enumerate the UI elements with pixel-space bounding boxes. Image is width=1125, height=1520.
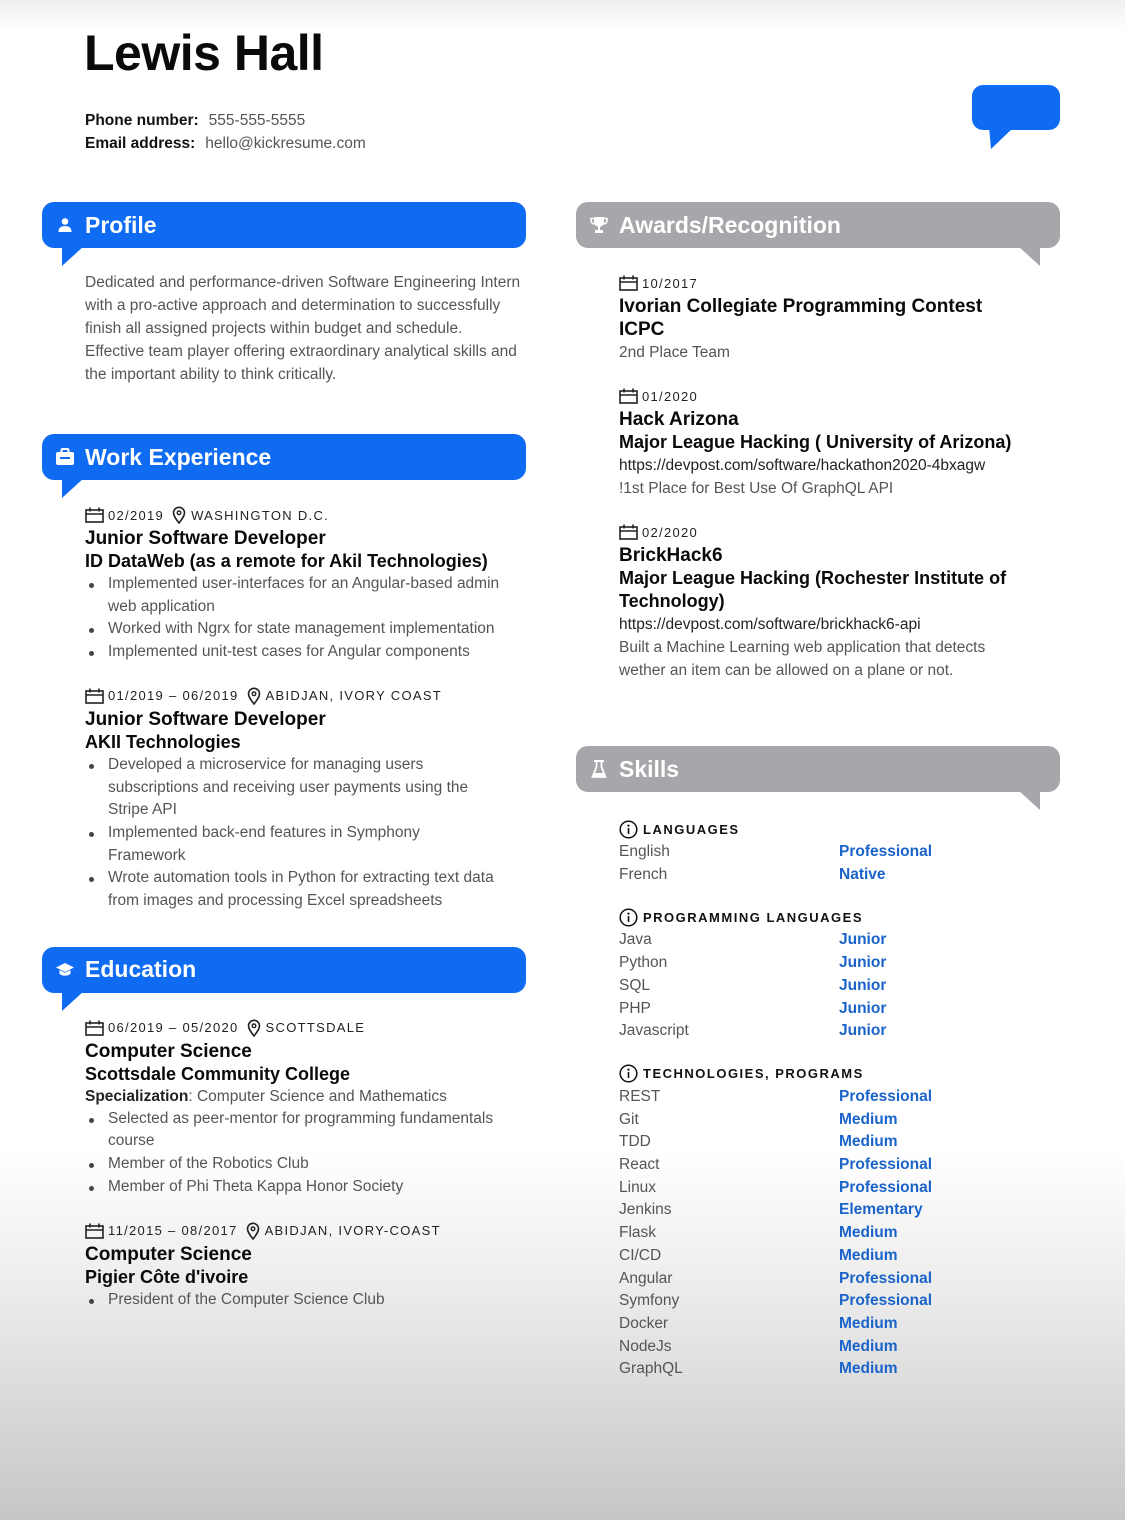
email-row xyxy=(85,132,366,155)
skill-name: Symfony xyxy=(619,1292,680,1310)
skill-row xyxy=(619,1177,1060,1200)
skill-name: CI/CD xyxy=(619,1246,662,1264)
skill-name: English xyxy=(619,843,670,860)
skill-name: TDD xyxy=(619,1133,651,1151)
job-meta xyxy=(85,505,526,525)
skill-row xyxy=(619,1358,1060,1381)
bullet-item: Implemented user-interfaces for an Angular-based admin web application xyxy=(85,573,526,618)
award-date: 02/2020 xyxy=(642,524,699,540)
phone-label: Phone number: xyxy=(85,112,199,129)
skill-row xyxy=(619,975,1060,998)
calendar-icon xyxy=(619,275,638,291)
skill-level: Junior xyxy=(839,976,887,994)
education-school: Pigier Côte d'ivoire xyxy=(85,1266,249,1287)
skill-level: Medium xyxy=(839,1224,898,1242)
award-description: Built a Machine Learning web application that detects wether an item can be allowed on a plane or not. xyxy=(619,639,986,679)
education-degree: Computer Science xyxy=(85,1243,252,1265)
skill-group-languages xyxy=(619,818,1060,886)
skill-name: REST xyxy=(619,1087,661,1105)
work-header xyxy=(42,434,526,480)
location-pin-icon xyxy=(172,506,186,524)
info-icon xyxy=(619,1064,638,1083)
bullet-item: Wrote automation tools in Python for extracting text data from images and processing Excel spreadsheets xyxy=(85,867,515,912)
skills-title: Skills xyxy=(619,755,680,782)
skill-name: GraphQL xyxy=(619,1360,683,1378)
award-date: 01/2020 xyxy=(642,388,699,404)
email-label: Email address: xyxy=(85,135,196,152)
skill-level: Medium xyxy=(839,1133,898,1151)
education-bullets xyxy=(85,1108,526,1199)
skill-level: Professional xyxy=(839,1292,933,1310)
job-role: Junior Software Developer xyxy=(85,708,326,730)
skills-header xyxy=(576,746,1060,792)
phone-value: 555-555-5555 xyxy=(208,112,306,129)
profile-header xyxy=(42,202,526,248)
award-description: 2nd Place Team xyxy=(619,344,730,361)
awards-header xyxy=(576,202,1060,248)
job-company: ID DataWeb (as a remote for Akil Technologies) xyxy=(85,551,488,571)
chat-bubble-icon[interactable] xyxy=(971,85,1061,149)
bubble-tail xyxy=(62,478,84,498)
skill-row xyxy=(619,1245,1060,1268)
job-role: Junior Software Developer xyxy=(85,528,326,549)
skill-row xyxy=(619,1020,1060,1043)
skill-category-label: PROGRAMMING LANGUAGES xyxy=(643,909,863,925)
award-organization: Major League Hacking ( University of Arizona) xyxy=(619,432,1012,452)
skill-category xyxy=(619,906,1060,928)
education-meta xyxy=(85,1221,526,1241)
bullet-item: Member of the Robotics Club xyxy=(85,1153,526,1176)
skill-level: Medium xyxy=(839,1314,898,1332)
job-location: ABIDJAN, IVORY COAST xyxy=(265,688,443,704)
skill-level: Medium xyxy=(839,1360,898,1378)
award-organization: Major League Hacking (Rochester Institute of Technology) xyxy=(619,568,1007,611)
skill-level: Medium xyxy=(839,1337,898,1355)
candidate-name: Lewis Hall xyxy=(84,25,324,81)
skill-level: Professional xyxy=(839,843,933,860)
skill-level: Medium xyxy=(839,1246,898,1264)
skill-level: Medium xyxy=(839,1110,898,1128)
email-value: hello@kickresume.com xyxy=(205,135,366,152)
education-degree: Computer Science xyxy=(85,1040,252,1062)
location-pin-icon xyxy=(246,1222,260,1240)
skill-level: Junior xyxy=(839,931,887,949)
calendar-icon xyxy=(85,1020,104,1036)
awards-section xyxy=(576,202,1060,682)
skill-name: Python xyxy=(619,954,668,972)
bubble-tail xyxy=(62,246,84,266)
bullet-item: Implemented back-end features in Symphony Framework xyxy=(85,822,475,867)
award-entry xyxy=(619,273,1060,364)
left-column xyxy=(42,202,526,1333)
bullet-item: Selected as peer-mentor for programming fundamentals course xyxy=(85,1108,526,1153)
education-bullets xyxy=(85,1289,526,1312)
info-icon xyxy=(619,820,638,839)
calendar-icon xyxy=(619,388,638,404)
job-date: 02/2019 xyxy=(108,507,165,523)
skill-name: SQL xyxy=(619,976,651,994)
skill-row xyxy=(619,1336,1060,1359)
education-header xyxy=(42,947,526,993)
specialization-label: Specialization xyxy=(85,1087,189,1105)
award-meta xyxy=(619,273,1060,293)
right-column xyxy=(576,202,1060,1378)
profile-section xyxy=(42,202,526,386)
skill-row xyxy=(619,864,1060,887)
skill-row xyxy=(619,929,1060,952)
skill-name: Angular xyxy=(619,1269,673,1287)
person-icon xyxy=(54,214,76,236)
skill-name: Java xyxy=(619,931,652,949)
skill-row xyxy=(619,1268,1060,1291)
skill-row xyxy=(619,1154,1060,1177)
skill-level: Professional xyxy=(839,1269,933,1287)
job-bullets xyxy=(85,754,526,913)
bubble-tail xyxy=(1018,790,1040,810)
award-link[interactable]: https://devpost.com/software/brickhack6-api xyxy=(619,616,921,633)
trophy-icon xyxy=(588,214,610,236)
skill-level: Junior xyxy=(839,1022,887,1040)
bubble-tail xyxy=(62,991,84,1011)
work-section xyxy=(42,434,526,913)
skill-group-technologies xyxy=(619,1063,1060,1381)
skill-name: PHP xyxy=(619,999,651,1017)
award-title: Ivorian Collegiate Programming Contest ICPC xyxy=(619,296,983,340)
calendar-icon xyxy=(85,1223,104,1239)
award-entry xyxy=(619,522,1060,682)
skill-row xyxy=(619,952,1060,975)
skill-name: Jenkins xyxy=(619,1201,672,1219)
skill-row xyxy=(619,1290,1060,1313)
skill-name: React xyxy=(619,1156,660,1174)
profile-summary: Dedicated and performance-driven Software Engineering Intern with a pro-active approach and determination to successfully finish all assigned projects within budget and schedule. Effective team player offering extraordinary analytical skills and the important ability to think critically. xyxy=(85,274,521,383)
skill-level: Junior xyxy=(839,954,887,972)
skill-level: Elementary xyxy=(839,1201,923,1219)
work-title: Work Experience xyxy=(85,443,272,470)
education-meta xyxy=(85,1018,526,1038)
bullet-item: Developed a microservice for managing users subscriptions and receiving user payments using the Stripe API xyxy=(85,754,475,822)
phone-row xyxy=(85,109,366,132)
education-location: ABIDJAN, IVORY-COAST xyxy=(264,1223,441,1239)
calendar-icon xyxy=(85,507,104,523)
bullet-item: President of the Computer Science Club xyxy=(85,1289,526,1312)
skill-category-label: TECHNOLOGIES, PROGRAMS xyxy=(643,1066,864,1082)
skill-group-programming-languages xyxy=(619,906,1060,1043)
bullet-item: Member of Phi Theta Kappa Honor Society xyxy=(85,1176,526,1199)
bubble-tail xyxy=(1018,246,1040,266)
calendar-icon xyxy=(619,524,638,540)
briefcase-icon xyxy=(54,446,76,468)
education-location: SCOTTSDALE xyxy=(265,1020,366,1036)
award-entry xyxy=(619,386,1060,500)
graduation-cap-icon xyxy=(54,959,76,981)
skill-name: Flask xyxy=(619,1224,657,1242)
skill-level: Professional xyxy=(839,1156,933,1174)
contact-info xyxy=(85,109,366,155)
award-meta xyxy=(619,386,1060,406)
info-icon xyxy=(619,908,638,927)
specialization-value: : Computer Science and Mathematics xyxy=(188,1087,447,1105)
skills-section xyxy=(576,746,1060,1401)
awards-title: Awards/Recognition xyxy=(619,211,841,238)
award-description: !1st Place for Best Use Of GraphQL API xyxy=(619,480,894,497)
job-entry xyxy=(85,686,526,913)
skill-name: Docker xyxy=(619,1314,669,1332)
education-specialization xyxy=(85,1086,526,1108)
skill-row xyxy=(619,998,1060,1021)
skill-level: Professional xyxy=(839,1087,933,1105)
education-date: 11/2015 – 08/2017 xyxy=(108,1223,238,1239)
skill-row xyxy=(619,1222,1060,1245)
job-date: 01/2019 – 06/2019 xyxy=(108,688,239,704)
job-location: WASHINGTON D.C. xyxy=(191,507,330,523)
job-meta xyxy=(85,686,526,706)
award-date: 10/2017 xyxy=(642,275,699,291)
skill-row xyxy=(619,1131,1060,1154)
skill-name: NodeJs xyxy=(619,1337,672,1355)
education-section xyxy=(42,947,526,1312)
education-school: Scottsdale Community College xyxy=(85,1063,351,1084)
calendar-icon xyxy=(85,688,104,704)
location-pin-icon xyxy=(247,687,261,705)
skill-row xyxy=(619,841,1060,864)
education-date: 06/2019 – 05/2020 xyxy=(108,1020,239,1036)
bullet-item: Implemented unit-test cases for Angular components xyxy=(85,641,526,664)
location-pin-icon xyxy=(247,1019,261,1037)
skill-category-label: LANGUAGES xyxy=(643,821,740,837)
skill-category xyxy=(619,1063,1060,1085)
job-entry xyxy=(85,505,526,664)
skill-row xyxy=(619,1313,1060,1336)
bullet-item: Worked with Ngrx for state management implementation xyxy=(85,618,526,641)
skill-row xyxy=(619,1086,1060,1109)
award-meta xyxy=(619,522,1060,542)
job-bullets xyxy=(85,573,526,664)
award-title: Hack Arizona xyxy=(619,409,739,430)
education-entry xyxy=(85,1221,526,1312)
skill-row xyxy=(619,1199,1060,1222)
award-link[interactable]: https://devpost.com/software/hackathon2020-4bxagw xyxy=(619,457,986,474)
profile-title: Profile xyxy=(85,211,157,238)
skill-level: Junior xyxy=(839,999,887,1017)
skill-level: Native xyxy=(839,865,886,883)
skill-category xyxy=(619,818,1060,840)
skill-level: Professional xyxy=(839,1178,933,1196)
job-company: AKII Technologies xyxy=(85,731,241,752)
skill-name: Git xyxy=(619,1110,639,1128)
flask-icon xyxy=(588,758,610,780)
education-entry xyxy=(85,1018,526,1199)
education-title: Education xyxy=(85,956,197,983)
skill-name: Javascript xyxy=(619,1022,689,1040)
skill-name: French xyxy=(619,865,668,883)
award-title: BrickHack6 xyxy=(619,545,723,566)
skill-row xyxy=(619,1109,1060,1132)
skill-name: Linux xyxy=(619,1178,657,1196)
